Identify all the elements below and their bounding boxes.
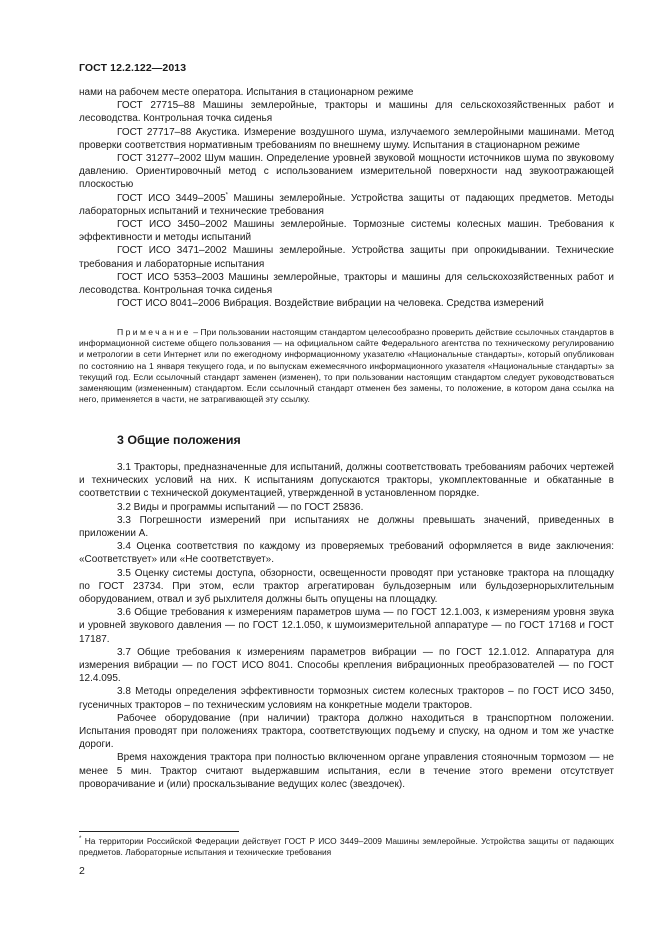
note-label: Примечание [117,327,191,337]
normative-references [79,86,614,310]
section-body [79,461,614,791]
paragraph: Время нахождения трактора при полностью включенном органе управления стояночным тормозом — не менее 5 мин. Трактор считают выдержавшим испытания, если в течение этого времени отсутствует проворачивание и (или) проскальзывание ведущих колес (звездочек). [79,752,614,790]
paragraph: 3.6 Общие требования к измерениям параметров шума — по ГОСТ 12.1.003, к измерениям уровня звука и уровней звукового давления — по ГОСТ 12.1.050, к шумоизмерительной аппаратуре — по ГОСТ 17168 и ГОСТ 17187. [79,607,614,645]
reference-item: ГОСТ 27717–88 Акустика. Измерение воздушного шума, излучаемого землеройными машинами. Метод проверки соответствия нормативным требованиям по внешнему шуму. Испытания в стационарном режиме [79,126,614,151]
reference-item: нами на рабочем месте оператора. Испытания в стационарном режиме [79,87,414,98]
footnote-mark: * [225,192,229,199]
reference-text: ГОСТ ИСО 3449–2005 [117,192,226,204]
reference-item: ГОСТ ИСО 8041–2006 Вибрация. Воздействие вибрации на человека. Средства измерений [117,298,544,310]
paragraph: 3.5 Оценку системы доступа, обзорности, освещенности проводят при установке трактора на площадку по ГОСТ 23734. При этом, если трактор агрегатирован бульдозерным или бульдозернорыхлительным оборудованием, отвал и зуб рыхлителя должны быть опущены на площадку. [79,567,614,606]
footnote-divider [79,831,239,832]
footnote [79,836,614,858]
footnote-mark: * [79,836,82,843]
paragraph: 3.4 Оценка соответствия по каждому из проверяемых требований оформляется в виде заключения: «Соответствует» или «Не соответствует». [79,541,614,566]
reference-item: ГОСТ 27715–88 Машины землеройные, тракторы и машины для сельскохозяйственных работ и лесоводства. Контрольная точка сиденья [79,100,614,125]
reference-item: ГОСТ ИСО 3471–2002 Машины землеройные. Устройства защиты при опрокидывании. Технические требования и лабораторные испытания [79,245,614,270]
reference-item: ГОСТ 31277–2002 Шум машин. Определение уровней звуковой мощности источников шума по звуковому давлению. Ориентировочный метод с использованием измерительной поверхности над звукоотражающей плоскостью [79,153,614,191]
section-title: 3 Общие положения [117,433,241,447]
paragraph: 3.8 Методы определения эффективности тормозных систем колесных тракторов – по ГОСТ ИСО 3450, гусеничных тракторов – по техническим условиям на конкретные модели тракторов. [79,686,614,711]
reference-item: ГОСТ ИСО 5353–2003 Машины землеройные, тракторы и машины для сельскохозяйственных работ и лесоводства. Контрольная точка сиденья [79,271,614,297]
reference-item [79,192,614,218]
paragraph: 3.3 Погрешности измерений при испытаниях не должны превышать значений, приведенных в приложении А. [79,514,614,540]
paragraph: 3.7 Общие требования к измерениям параметров вибрации — по ГОСТ 12.1.012. Аппаратура для измерения вибрации — по ГОСТ ИСО 8041. Способы крепления вибрационных преобразователей — по ГОСТ 12.4.095. [79,646,614,685]
note-block [79,327,614,405]
page-number: 2 [79,865,85,877]
note-text: – При пользовании настоящим стандартом целесообразно проверить действие ссылочных стандартов в информационной системе общего пользования — на официальном сайте Федерального агентства по техническому регулированию и метрологии в сети Интернет или по ежегодному информационному указателю «Национальные стандарты», который опубликован по состоянию на 1 января текущего года, и по выпускам ежемесячного информационного указателя «Национальные стандарты» за текущий год. Если ссылочный стандарт заменен (изменен), то при пользовании настоящим стандартом следует руководствоваться заменяющим (измененным) стандартом. Если ссылочный стандарт отменен без замены, то положение, в котором дана ссылка на него, применяется в части, не затрагивающей эту ссылку. [79,327,614,405]
reference-text: Машины землеройные. Устройства защиты от падающих предметов. Методы лабораторных испытаний и технические требования [79,192,614,217]
paragraph: 3.2 Виды и программы испытаний — по ГОСТ 25836. [117,501,364,513]
footnote-text: На территории Российской Федерации действует ГОСТ Р ИСО 3449–2009 Машины землеройные. Устройства защиты от падающих предметов. Лабораторные испытания и технические требования [79,836,614,857]
reference-item: ГОСТ ИСО 3450–2002 Машины землеройные. Тормозные системы колесных машин. Требования к эффективности и методы испытаний [79,219,614,244]
paragraph: Рабочее оборудование (при наличии) трактора должно находиться в транспортном положении. Испытания проводят при положениях трактора, соответствующих подъему и спуску, на одном и том же участке дороги. [79,712,614,751]
paragraph: 3.1 Тракторы, предназначенные для испытаний, должны соответствовать требованиям рабочих чертежей и технических условий на них. К испытаниям допускаются тракторы, укомплектованные и обкатанные в соответствии с технической документацией, утвержденной в установленном порядке. [79,462,614,500]
page-header: ГОСТ 12.2.122—2013 [79,62,187,74]
